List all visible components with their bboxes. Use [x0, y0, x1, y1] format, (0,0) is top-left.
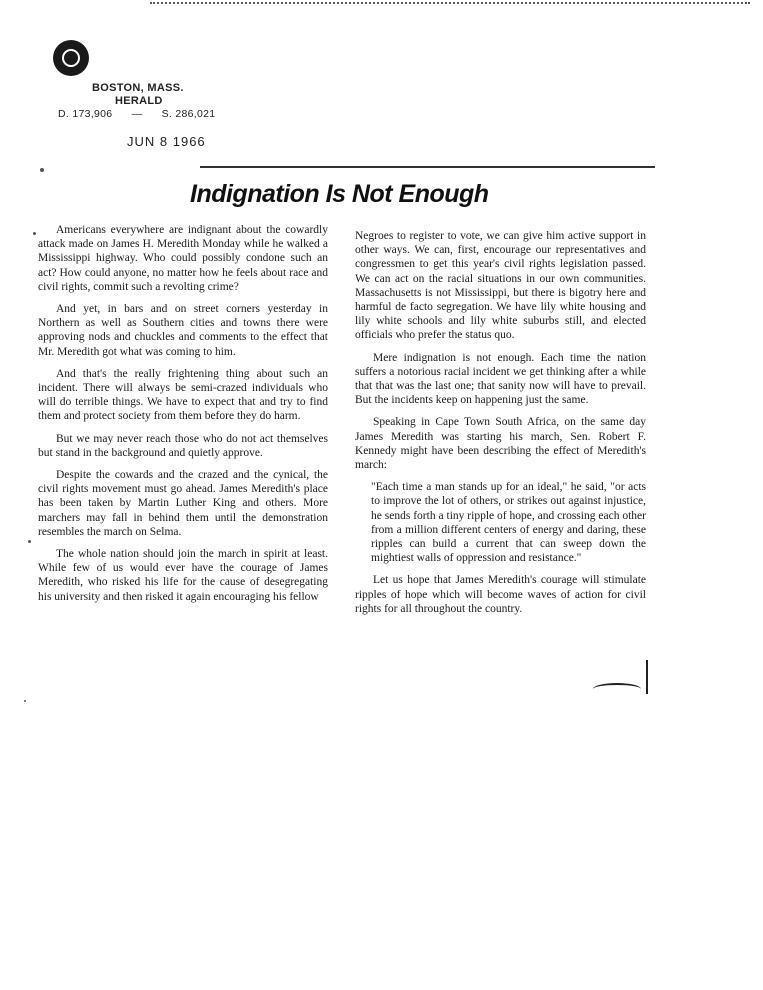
paragraph: The whole nation should join the march in spirit at least. While few of us would ever have the courage of James Meredith, who risked his life for the cause of desegregating his university and then risked it again encouraging his fellow — [38, 548, 328, 603]
scan-speck — [40, 168, 44, 172]
paragraph: Mere indignation is not enough. Each time the nation suffers a notorious racial incident we get thinking after a while that that was the last one; that sanity now will have to prevail. But the incidents keep on happening just the same. — [355, 351, 646, 407]
daily-circulation: D. 173,906 — [58, 108, 113, 120]
paragraph: But we may never reach those who do not act themselves but stand in the background and quietly approve. — [38, 432, 328, 459]
clipping-service-logo — [53, 40, 89, 76]
sunday-circulation: S. 286,021 — [161, 108, 216, 120]
circulation-separator: — — [131, 108, 143, 120]
source-paper: HERALD — [115, 95, 163, 107]
end-swash — [593, 683, 641, 695]
source-city: BOSTON, MASS. — [92, 82, 184, 94]
paragraph: Americans everywhere are indignant about the cowardly attack made on James H. Meredith Monday while he walked a Mississippi highway. Who could possibly condone such an act? How could anyone, no matter how he feels about race and civil rights, commit such a revolting crime? — [38, 224, 328, 293]
scan-speck — [33, 232, 36, 235]
kennedy-quote: "Each time a man stands up for an ideal," he said, "or acts to improve the lot of others, or strikes out against injustice, he sends forth a tiny ripple of hope, and crossing each other from a million different centers of energy and daring, these ripples can build a current that can sweep down the mightiest walls of oppression and resistance." — [371, 481, 646, 565]
circulation-line — [58, 108, 231, 120]
paragraph: And yet, in bars and on street corners yesterday in Northern as well as Southern cities and towns there were approving nods and chuckles and comments to the effect that Mr. Meredith got what was coming to him. — [38, 303, 328, 358]
paragraph: Despite the cowards and the crazed and the cynical, the civil rights movement must go ahead. James Meredith's place has been taken by Martin Luther King and others. More marchers may fall in behind them until the demonstration resembles the march on Selma. — [38, 469, 328, 538]
headline-rule — [200, 166, 655, 168]
date-stamp: JUN 8 1966 — [127, 134, 206, 149]
scan-speck — [28, 540, 31, 543]
top-dotted-border — [150, 2, 750, 4]
headline: Indignation Is Not Enough — [190, 180, 489, 208]
paragraph: Negroes to register to vote, we can give him active support in other ways. We can, first, encourage our representatives and congressmen to get this year's civil rights legislation passed. We can act on the racial situations in our own communities. Massachusetts is not Mississippi, but there is bigotry here and harmful de facto segregation. We have lily white housing and lily white schools and lily white suburbs still, and elected officials who prefer the status quo. — [355, 230, 646, 342]
end-mark — [646, 660, 648, 694]
paragraph: Speaking in Cape Town South Africa, on the same day James Meredith was starting his march, Sen. Robert F. Kennedy might have been describing the effect of Meredith's march: — [355, 416, 646, 472]
scan-speck — [24, 700, 26, 702]
paragraph: And that's the really frightening thing about such an incident. There will always be semi-crazed individuals who will do terrible things. We have to expect that and try to find them and protect society from them before they do harm. — [38, 367, 328, 423]
paragraph: Let us hope that James Meredith's courage will stimulate ripples of hope which will become waves of action for civil rights for all throughout the country. — [355, 574, 646, 615]
article-left-column — [38, 223, 328, 612]
article-right-column — [355, 229, 646, 624]
